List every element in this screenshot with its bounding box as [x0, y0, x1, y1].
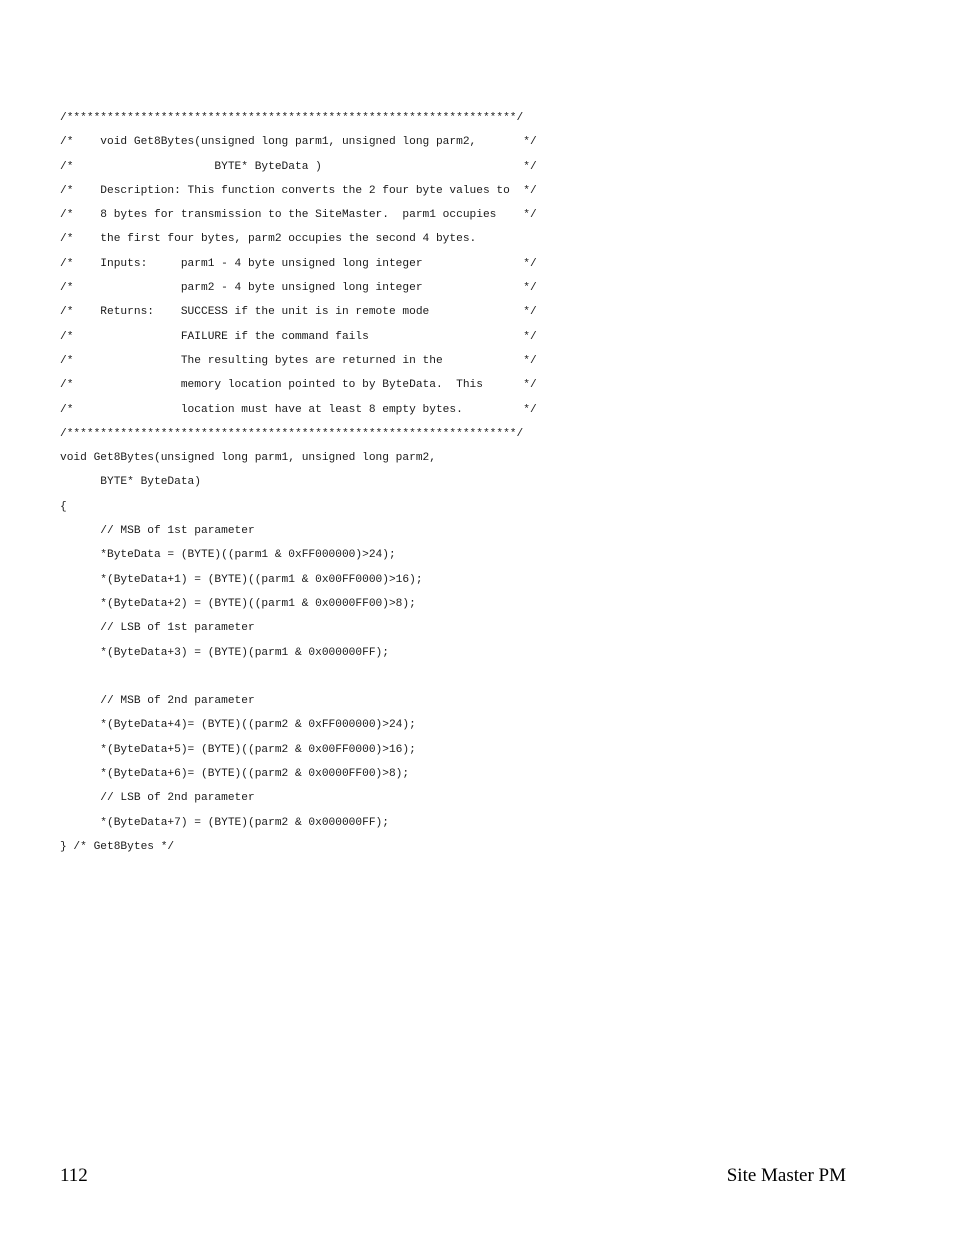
code-line: /* the first four bytes, parm2 occupies the second 4 bytes. — [60, 233, 477, 246]
code-line: /* parm2 - 4 byte unsigned long integer */ — [60, 282, 537, 295]
code-line: *(ByteData+3) = (BYTE)(parm1 & 0x000000FF); — [60, 646, 389, 659]
code-line: } /* Get8Bytes */ — [60, 840, 175, 853]
code-line: *(ByteData+4)= (BYTE)((parm2 & 0xFF000000)>24); — [60, 719, 416, 732]
code-line: /* Description: This function converts the 2 four byte values to */ — [60, 184, 537, 197]
code-line: BYTE* ByteData) — [60, 476, 201, 489]
code-line: // LSB of 1st parameter — [60, 622, 255, 635]
code-line: /* Inputs: parm1 - 4 byte unsigned long integer */ — [60, 257, 537, 270]
page-number: 112 — [60, 1165, 88, 1186]
code-line: /*******************************************************************/ — [60, 427, 524, 440]
code-line: /* BYTE* ByteData ) */ — [60, 160, 537, 173]
code-line: *(ByteData+2) = (BYTE)((parm1 & 0x0000FF00)>8); — [60, 597, 416, 610]
code-line: /* The resulting bytes are returned in the */ — [60, 354, 537, 367]
code-line: { — [60, 500, 67, 513]
code-line: /* memory location pointed to by ByteData. This */ — [60, 379, 537, 392]
code-line: void Get8Bytes(unsigned long parm1, unsigned long parm2, — [60, 452, 436, 465]
code-line-blank — [60, 665, 620, 689]
code-line: // MSB of 2nd parameter — [60, 695, 255, 708]
code-line: *(ByteData+5)= (BYTE)((parm2 & 0x00FF0000)>16); — [60, 743, 416, 756]
code-line: *ByteData = (BYTE)((parm1 & 0xFF000000)>24); — [60, 549, 396, 562]
code-line: /* location must have at least 8 empty bytes. */ — [60, 403, 537, 416]
document-title: Site Master PM — [726, 1165, 846, 1186]
code-line: *(ByteData+6)= (BYTE)((parm2 & 0x0000FF00)>8); — [60, 768, 410, 781]
code-line: // MSB of 1st parameter — [60, 525, 255, 538]
code-listing — [60, 106, 620, 859]
code-line: /* FAILURE if the command fails */ — [60, 330, 537, 343]
code-line: /* void Get8Bytes(unsigned long parm1, unsigned long parm2, */ — [60, 136, 537, 149]
code-line: /* 8 bytes for transmission to the SiteMaster. parm1 occupies */ — [60, 209, 537, 222]
code-line: *(ByteData+1) = (BYTE)((parm1 & 0x00FF0000)>16); — [60, 573, 423, 586]
code-line: /* Returns: SUCCESS if the unit is in remote mode */ — [60, 306, 537, 319]
code-line: *(ByteData+7) = (BYTE)(parm2 & 0x000000FF); — [60, 816, 389, 829]
code-line: /*******************************************************************/ — [60, 112, 524, 124]
code-line: // LSB of 2nd parameter — [60, 792, 255, 805]
